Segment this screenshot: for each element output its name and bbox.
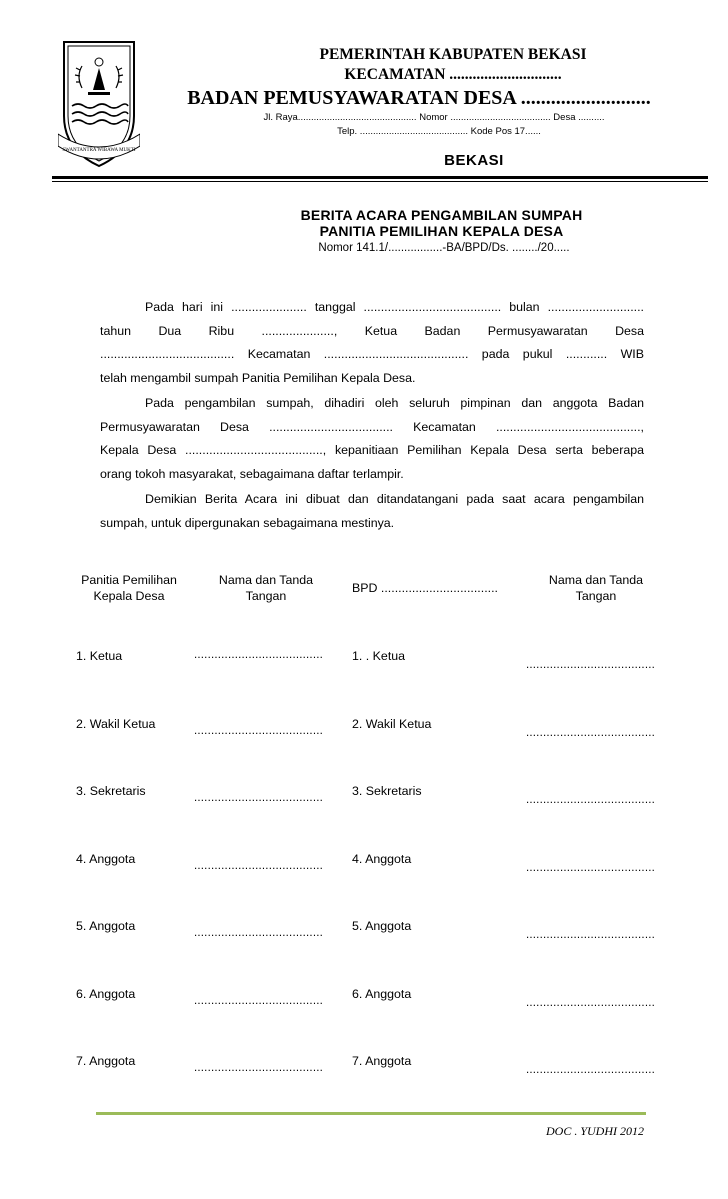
panitia-signature-line: ...................................... <box>194 725 324 737</box>
panitia-role-label: 6. Anggota <box>76 987 136 1001</box>
bpd-signature-line: ...................................... <box>526 794 656 806</box>
p1-line3: ....................................... Kecamatan .......................................... pada pukul ............ WIB <box>100 347 644 361</box>
panitia-signature-line: ...................................... <box>194 860 324 872</box>
p3-line2: sumpah, untuk dipergunakan sebagaimana mestinya. <box>100 515 395 530</box>
bpd-role-label: 3. Sekretaris <box>352 784 422 798</box>
footer-rule <box>96 1112 646 1115</box>
col-header-signature-left: Nama dan Tanda Tangan <box>218 573 314 603</box>
panitia-signature-line: ...................................... <box>194 792 324 804</box>
kabupaten-bekasi-emblem <box>58 38 140 170</box>
panitia-role-label: 3. Sekretaris <box>76 784 146 798</box>
bpd-signature-line: ...................................... <box>526 1064 656 1076</box>
col-header-signature-right: Nama dan Tanda Tangan <box>548 573 644 603</box>
paragraph-1 <box>100 296 644 390</box>
paragraph-2 <box>100 392 644 486</box>
bpd-role-label: 4. Anggota <box>352 852 412 866</box>
p1-line2: tahun Dua Ribu ....................., Ketua Badan Permusyawaratan Desa <box>100 323 644 338</box>
panitia-signature-line: ...................................... <box>194 1062 324 1074</box>
panitia-signature-line: ...................................... <box>194 649 324 661</box>
bpd-role-label: 7. Anggota <box>352 1054 412 1068</box>
p1-line1: Pada hari ini ...................... tanggal ........................................ bulan ............................ <box>145 300 644 314</box>
panitia-role-label: 5. Anggota <box>76 919 136 933</box>
panitia-role-label: 2. Wakil Ketua <box>76 717 156 731</box>
panitia-role-label: 4. Anggota <box>76 852 136 866</box>
bpd-signature-line: ...................................... <box>526 862 656 874</box>
bpd-signature-line: ...................................... <box>526 997 656 1009</box>
document-title: BERITA ACARA PENGAMBILAN SUMPAH <box>300 207 583 223</box>
p2-line3: Kepala Desa ........................................, kepanitiaan Pemilihan Kepala Desa serta beberapa <box>100 443 644 457</box>
header-institution: BADAN PEMUSYAWARATAN DESA .......................... <box>187 87 651 109</box>
bpd-signature-line: ...................................... <box>526 727 656 739</box>
header-city: BEKASI <box>444 152 504 169</box>
letterhead-rule-thick <box>52 176 708 179</box>
p3-line1: Demikian Berita Acara ini dibuat dan ditandatangani pada saat acara pengambilan <box>145 492 644 506</box>
header-government: PEMERINTAH KABUPATEN BEKASI <box>319 46 587 63</box>
letterhead-rule-thin <box>52 181 708 182</box>
document-subtitle: PANITIA PEMILIHAN KEPALA DESA <box>319 223 564 239</box>
bpd-role-label: 2. Wakil Ketua <box>352 717 432 731</box>
emblem-motto: SWANTANTRA WIBAWA MUKTI <box>62 148 136 153</box>
col-header-panitia: Panitia Pemilihan Kepala Desa <box>81 573 177 603</box>
document-body <box>100 296 644 537</box>
bpd-role-label: 6. Anggota <box>352 987 412 1001</box>
document-number: Nomor 141.1/.................-BA/BPD/Ds. ......../20..... <box>318 242 570 254</box>
p2-line1: Pada pengambilan sumpah, dihadiri oleh seluruh pimpinan dan anggota Badan <box>145 396 644 410</box>
bpd-role-label: 5. Anggota <box>352 919 412 933</box>
panitia-role-label: 1. Ketua <box>76 649 123 663</box>
panitia-role-label: 7. Anggota <box>76 1054 136 1068</box>
bpd-role-label: 1. . Ketua <box>352 649 406 663</box>
header-address: Jl. Raya............................................. Nomor ...................................... Desa .......... <box>263 112 605 123</box>
panitia-signature-line: ...................................... <box>194 995 324 1007</box>
header-kecamatan: KECAMATAN ............................. <box>344 66 562 83</box>
paragraph-3 <box>100 488 644 535</box>
footer-credit: DOC . YUDHI 2012 <box>545 1124 644 1138</box>
col-header-bpd: BPD .................................. <box>352 581 498 595</box>
bpd-signature-line: ...................................... <box>526 659 656 671</box>
p1-line4: telah mengambil sumpah Panitia Pemilihan Kepala Desa. <box>100 370 416 385</box>
p2-line4: orang tokoh masyarakat, sebagaimana daftar terlampir. <box>100 466 404 481</box>
bpd-signature-line: ...................................... <box>526 929 656 941</box>
panitia-signature-line: ...................................... <box>194 927 324 939</box>
p2-line2: Permusyawaratan Desa .................................... Kecamatan .........................................., <box>100 419 644 434</box>
header-phone: Telp. ......................................... Kode Pos 17...... <box>337 126 541 137</box>
